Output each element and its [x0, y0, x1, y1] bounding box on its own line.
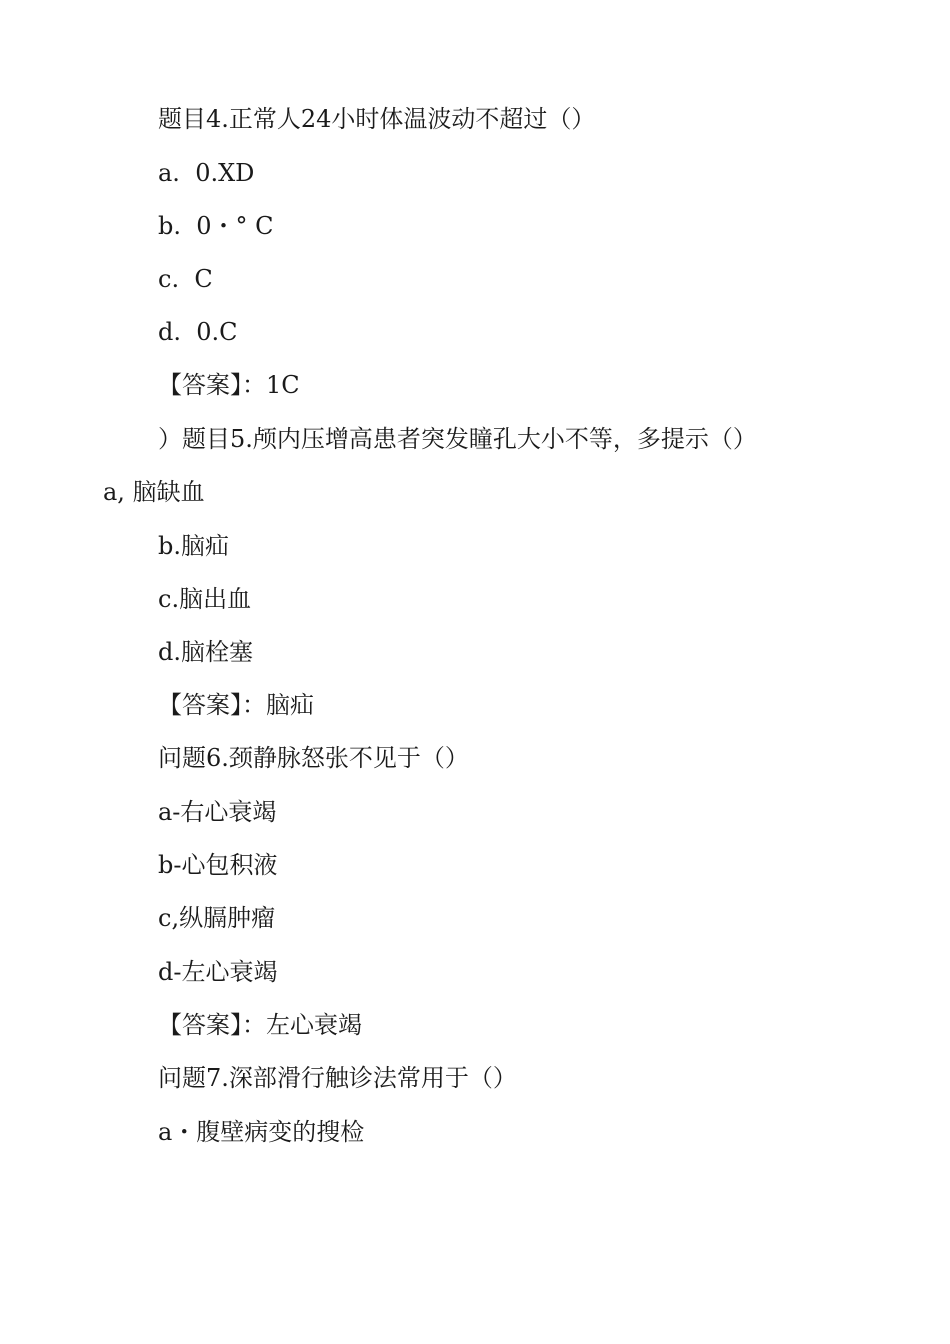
- question-6-option-a: a-右心衰竭: [158, 798, 277, 826]
- question-6-text: 问题6.颈静脉怒张不见于（）: [158, 744, 469, 772]
- question-4-option-d: d. 0.C: [158, 318, 238, 346]
- question-5-option-b: b.脑疝: [158, 532, 229, 560]
- question-6-option-c: c,纵膈肿瘤: [158, 904, 276, 932]
- question-5-option-c: c.脑出血: [158, 585, 252, 613]
- question-6-answer: 【答案】：左心衰竭: [158, 1011, 362, 1039]
- question-6-option-b: b-心包积液: [158, 851, 278, 879]
- question-4-text: 题目4.正常人24小时体温波动不超过（）: [158, 105, 596, 133]
- question-5-option-a: a, 脑缺血: [103, 478, 205, 506]
- question-5-answer: 【答案】：脑疝: [158, 691, 314, 719]
- question-4-option-a: a. 0.XD: [158, 159, 255, 187]
- question-6-option-d: d-左心衰竭: [158, 958, 278, 986]
- question-4-option-c: c. C: [158, 265, 213, 293]
- question-4-option-b: b. 0・° C: [158, 212, 274, 240]
- question-5-text: ）题目5.颅内压增高患者突发瞳孔大小不等，多提示（）: [158, 425, 757, 453]
- question-7-text: 问题7.深部滑行触诊法常用于（）: [158, 1064, 517, 1092]
- question-7-option-a: a・腹壁病变的搜检: [158, 1118, 365, 1146]
- question-4-answer: 【答案】：1C: [158, 371, 300, 399]
- question-5-option-d: d.脑栓塞: [158, 638, 253, 666]
